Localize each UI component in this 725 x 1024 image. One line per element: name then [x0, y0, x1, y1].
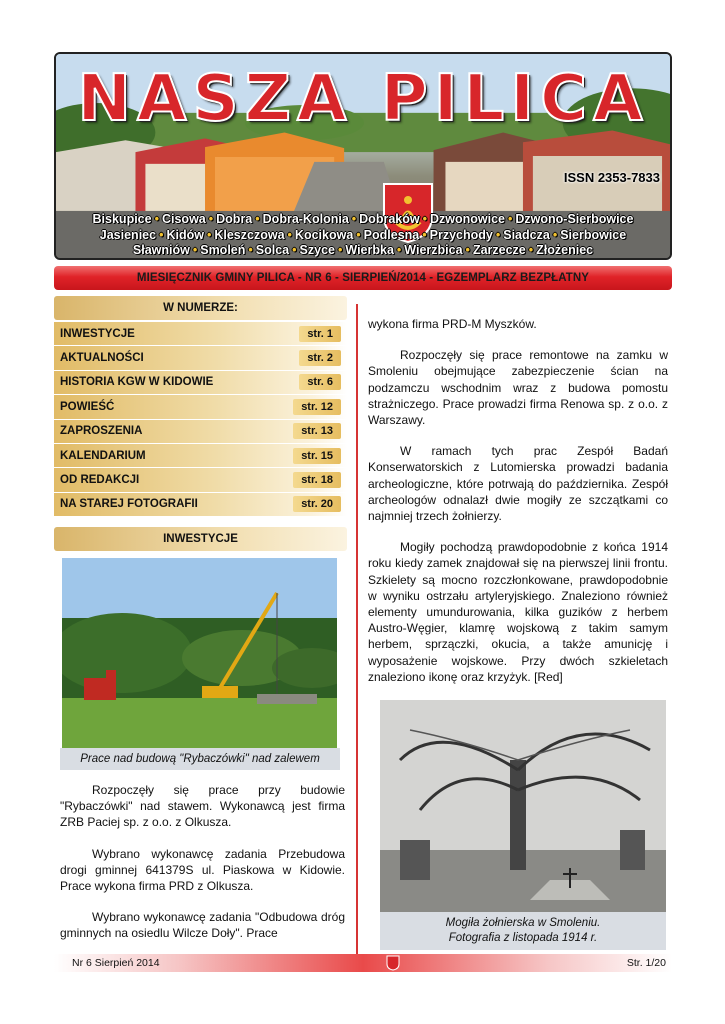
village-name: Przychody	[429, 227, 493, 242]
village-row	[56, 228, 670, 244]
separator-dot: •	[154, 212, 159, 226]
separator-dot: •	[292, 243, 297, 257]
separator-dot: •	[287, 227, 292, 242]
village-name: Szyce	[299, 243, 335, 257]
village-name: Solca	[255, 243, 290, 257]
village-name: Dobra	[216, 212, 253, 226]
village-name: Dzwono-Sierbowice	[515, 212, 634, 226]
photo2-caption-line: Mogiła żołnierska w Smoleniu.	[445, 917, 601, 929]
toc-item-label: ZAPROSZENIA	[60, 425, 143, 438]
separator-dot: •	[159, 227, 164, 242]
village-list	[56, 212, 670, 259]
article-left-column	[60, 782, 345, 957]
village-name: Wierbka	[345, 243, 394, 257]
issue-strip: MIESIĘCZNIK GMINY PILICA - NR 6 - SIERPIEŃ/2014 - EGZEMPLARZ BEZPŁATNY	[54, 266, 672, 290]
article-right-column	[368, 316, 668, 700]
separator-dot: •	[248, 243, 253, 257]
soldier-grave-photo	[380, 700, 666, 912]
footer-page: Str. 1/20	[626, 957, 666, 969]
toc-item-label: HISTORIA KGW W KIDOWIE	[60, 376, 214, 389]
village-name: Sierbowice	[560, 227, 627, 242]
village-name: Kidów	[166, 227, 204, 242]
coat-of-arms-icon	[386, 955, 400, 971]
toc-item-page: str. 6	[299, 374, 341, 390]
toc-item-page: str. 13	[293, 423, 341, 439]
village-name: Wierzbica	[404, 243, 463, 257]
separator-dot: •	[508, 212, 513, 226]
toc-item[interactable]	[54, 420, 347, 444]
village-row	[56, 243, 670, 259]
masthead-title: NASZA PILICA	[77, 62, 649, 136]
toc-item[interactable]	[54, 395, 347, 419]
separator-dot: •	[208, 212, 214, 226]
masthead-banner	[54, 52, 672, 260]
separator-dot: •	[495, 227, 501, 242]
column-divider	[356, 304, 358, 956]
village-name: Biskupice	[92, 212, 152, 226]
toc-item[interactable]	[54, 371, 347, 395]
toc-item[interactable]	[54, 493, 347, 517]
village-name: Kocikowa	[294, 227, 354, 242]
village-name: Siadcza	[503, 227, 550, 242]
village-row	[56, 212, 670, 228]
village-name: Smoleń	[200, 243, 246, 257]
separator-dot: •	[552, 227, 558, 242]
toc-item[interactable]	[54, 468, 347, 492]
photo2-caption	[380, 912, 666, 950]
separator-dot: •	[206, 227, 212, 242]
separator-dot: •	[255, 212, 260, 226]
separator-dot: •	[356, 227, 361, 242]
village-name: Złożeniec	[536, 243, 594, 257]
separator-dot: •	[422, 227, 427, 242]
article-paragraph: Rozpoczęły się prace przy budowie "Rybaczówki" nad stawem. Wykonawcą jest firma ZRB Paciej sp. z o.o. z Olkusza.	[60, 783, 345, 830]
village-name: Dzwonowice	[429, 212, 505, 226]
page-footer	[54, 954, 672, 972]
village-name: Dobraków	[359, 212, 420, 226]
toc-item-page: str. 15	[293, 448, 341, 464]
toc-item-page: str. 1	[299, 326, 341, 342]
section-heading: INWESTYCJE	[54, 527, 347, 551]
separator-dot: •	[528, 243, 534, 257]
village-name: Cisowa	[161, 212, 206, 226]
village-name: Dobra-Kolonia	[262, 212, 349, 226]
article-paragraph: Mogiły pochodzą prawdopodobnie z końca 1914 roku kiedy zamek znajdował się na pierwszej linii frontu. Szkielety są mocno rozczłonkowane, prawdopodobnie w wyniku ostrzału artyleryjskiego. Znaleziono również elementy umundurowania, kilka guzików z herbem Austro-Węgier, klamrę wojskową z takim samym herbem, sprzączki, okucia, a także amunicję i wyposażenie wojskowe. Przy dwóch szkieletach znaleziono ikonę oraz krzyżyk. [Red]	[368, 540, 668, 684]
toc-item[interactable]	[54, 346, 347, 370]
village-name: Podlesna	[363, 227, 420, 242]
article-paragraph: W ramach tych prac Zespół Badań Konserwatorskich z Lutomierska prowadzi badania archeologiczne, które potrwają do października. Zespół archeologów odnalazł dwie mogiły ze szczątkami co najmniej trzech żołnierzy.	[368, 444, 668, 524]
toc-item-label: INWESTYCJE	[60, 327, 135, 340]
separator-dot: •	[192, 243, 198, 257]
separator-dot: •	[337, 243, 343, 257]
village-name: Jasieniec	[99, 227, 157, 242]
toc-item[interactable]	[54, 322, 347, 346]
article-paragraph: Rozpoczęły się prace remontowe na zamku w Smoleniu obejmujące zabezpieczenie ścian na podzamczu wschodnim wraz z budowa pomostu strażniczego. Prace prowadzi firma Renowa sp. z o.o. z Warszawy.	[368, 348, 668, 428]
issn-label: ISSN 2353-7833	[563, 170, 660, 185]
toc-item-label: AKTUALNOŚCI	[60, 352, 144, 365]
toc-heading: W NUMERZE:	[54, 296, 347, 320]
article-paragraph: wykona firma PRD-M Myszków.	[368, 317, 537, 331]
toc-item-label: KALENDARIUM	[60, 449, 146, 462]
village-name: Kleszczowa	[214, 227, 285, 242]
toc-item-page: str. 12	[293, 399, 341, 415]
article-paragraph: Wybrano wykonawcę zadania "Odbudowa dróg gminnych na osiedlu Wilcze Doły". Prace	[60, 910, 345, 941]
photo2-caption-line: Fotografia z listopada 1914 r.	[448, 931, 598, 944]
photo-caption: Prace nad budową "Rybaczówki" nad zalewem	[60, 748, 340, 770]
toc-item-page: str. 20	[293, 496, 341, 512]
toc-item[interactable]	[54, 444, 347, 468]
construction-photo	[62, 558, 337, 748]
toc-item-page: str. 2	[299, 350, 341, 366]
toc-item-label: OD REDAKCJI	[60, 474, 140, 487]
footer-issue: Nr 6 Sierpień 2014	[72, 957, 160, 969]
separator-dot: •	[422, 212, 427, 226]
table-of-contents	[54, 322, 347, 517]
separator-dot: •	[465, 243, 470, 257]
article-paragraph: Wybrano wykonawcę zadania Przebudowa drogi gminnej 641379S ul. Piaskowa w Kidowie. Prace wykona firma PRD z Olkusza.	[60, 846, 345, 894]
separator-dot: •	[351, 212, 357, 226]
toc-item-label: POWIEŚĆ	[60, 400, 115, 413]
separator-dot: •	[396, 243, 402, 257]
village-name: Zarzecze	[472, 243, 526, 257]
village-name: Sławniów	[132, 243, 190, 257]
toc-item-page: str. 18	[293, 472, 341, 488]
toc-item-label: NA STAREJ FOTOGRAFII	[60, 498, 198, 511]
